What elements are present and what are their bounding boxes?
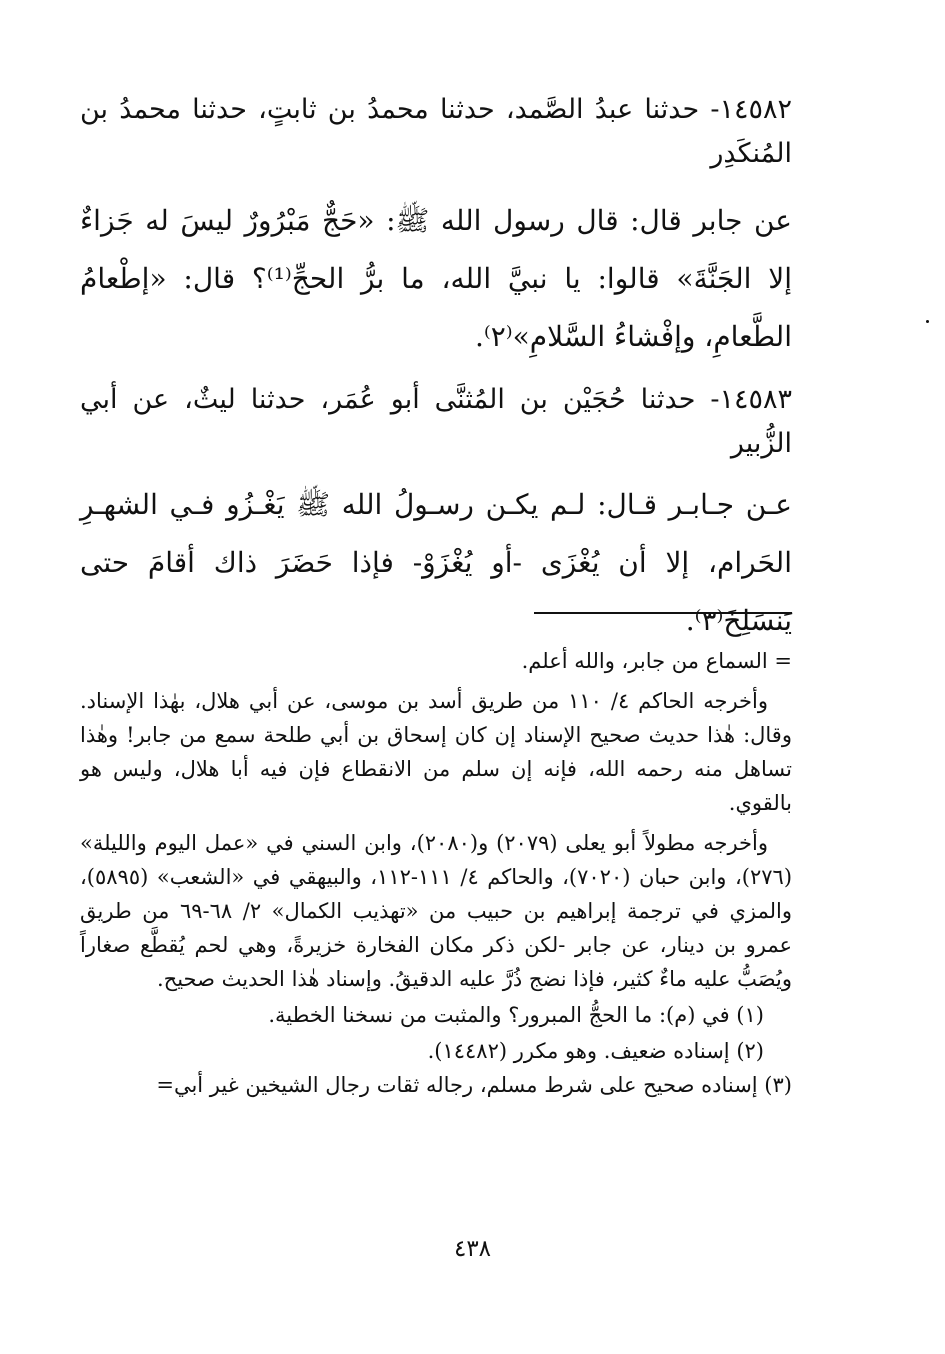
note-paragraph: وأخرجه الحاكم ٤/ ١١٠ من طريق أسد بن موسى، عن أبي هلال، بهٰذا الإسناد. وقال: هٰذا حديث صحيح الإسناد إن كان إسحاق بن أبي طلحة سمع من جابر! وهٰذا تساهل منه رحمه الله، فإنه إن سلم من الانقطاع فإن فيه أبا هلال، وليس هو بالقوي. — [80, 689, 792, 815]
note-continuation: = السماع من جابر، والله أعلم. — [521, 649, 792, 673]
footnote-3: (٣) إسناده صحيح على شرط مسلم، رجاله ثقات رجال الشيخين غير أبي= — [156, 1073, 792, 1097]
footnote-1: (١) في (م): ما الحجُّ المبرور؟ والمثبت من نسخنا الخطية. — [268, 1003, 764, 1027]
hadith-14582-chain: ١٤٥٨٢- حدثنا عبدُ الصَّمد، حدثنا محمدُ بن ثابتٍ، حدثنا محمدُ بن المُنكَدِر — [80, 94, 792, 169]
footnote-2: (٢) إسناده ضعيف. وهو مكرر (١٤٤٨٢). — [427, 1039, 764, 1063]
note-paragraph: وأخرجه مطولاً أبو يعلى (٢٠٧٩) و(٢٠٨٠)، وابن السني في «عمل اليوم والليلة» (٢٧٦)، وابن حبان (٧٠٢٠)، والحاكم ٤/ ١١١-١١٢، والبيهقي في «الشعب» (٥٨٩٥)، والمزي في ترجمة إبراهيم بن حبيب من «تهذيب الكمال» ٢/ ٦٨-٦٩ من طريق عمرو بن دينار، عن جابر -لكن ذكر مكان الفخارة خزيرةً، وهي لحم يُقطَّع صغاراً ويُصَبُّ عليه ماءٌ كثير، فإذا نضج ذُرَّ عليه الدقيقُ. وإسناد هٰذا الحديث صحيح. — [80, 831, 793, 991]
page-number: ٤٣٨ — [453, 1236, 492, 1262]
main-text — [80, 88, 792, 650]
footnote-separator — [534, 612, 792, 614]
hadith-14583-text: عـن جـابـر قـال: لـم يكـن رسـولُ الله ﷺ يَغْـزُو فـي الشهـرِ الحَرام، إلا أن يُغْزَى -أو يُغْزَوْ- فإذا حَضَرَ ذاك أقامَ حتى يَنسَلِخَ⁽٣⁾. — [80, 488, 792, 637]
hadith-14583-chain: ١٤٥٨٣- حدثنا حُجَيْن بن المُثنَّى أبو عُمَر، حدثنا ليثٌ، عن أبي الزُّبير — [80, 384, 792, 459]
footnotes-section — [80, 644, 792, 1102]
hadith-14582-text: عن جابر قال: قال رسول الله ﷺ: «حَجٌّ مَبْرُورٌ ليسَ له جَزاءٌ إلا الجَنَّةَ» قالوا: يا نبيَّ الله، ما برُّ الحجِّ⁽¹⁾؟ قال: «إطْعامُ الطَّعامِ، وإفْشاءُ السَّلامِ»⁽٢⁾. — [80, 204, 792, 353]
stray-mark — [926, 320, 929, 323]
